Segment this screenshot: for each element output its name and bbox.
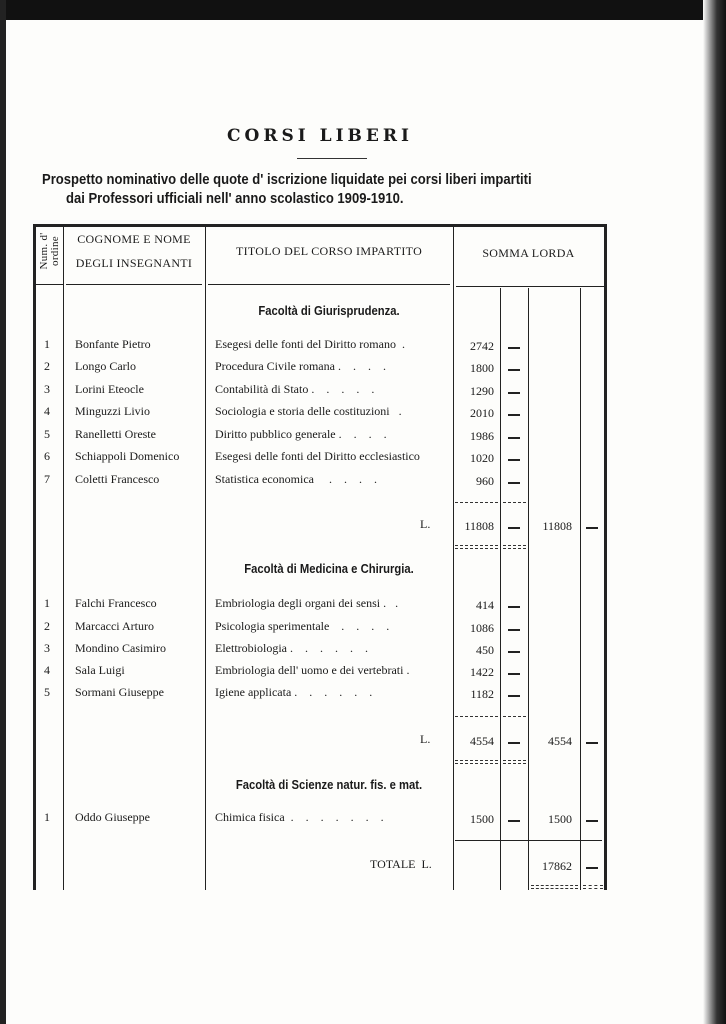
cents-dash-icon [508,392,520,394]
teacher-name: Bonfante Pietro [75,337,151,351]
course-title: Elettrobiologia . . . . . . [215,641,368,655]
grand-total-label: TOTALE L. [370,857,432,871]
total-rule [455,840,602,841]
subtotal-rule [455,502,498,503]
header-rule [208,284,450,285]
row-number: 1 [44,596,50,610]
cents-dash-icon [508,673,520,675]
teacher-name: Ranelletti Oreste [75,427,156,441]
course-title: Diritto pubblico generale . . . . [215,427,387,441]
total-label: L. [420,732,431,746]
subtitle-line-1: Prospetto nominativo delle quote d' iscrizione liquidate pei corsi liberi impartiti [42,172,532,188]
cents-dash-icon [508,414,520,416]
cents-dash-icon [508,347,520,349]
row-number: 2 [44,619,50,633]
course-title: Esegesi delle fonti del Diritto ecclesiastico [215,449,420,463]
course-title: Embriologia degli organi dei sensi . . [215,596,399,610]
subtotal-rule [455,716,498,717]
cents-dash-icon [508,606,520,608]
header-course: TITOLO DEL CORSO IMPARTITO [235,244,423,258]
amount: 2742 [470,339,494,353]
course-title: Contabilità di Stato . . . . . [215,382,375,396]
amount: 1986 [470,429,494,443]
table-top-border [33,224,607,227]
amount: 1800 [470,361,494,375]
subtotal-rule [503,502,526,503]
teacher-name: Schiappoli Domenico [75,449,180,463]
row-number: 5 [44,427,50,441]
cents-dash-icon [508,369,520,371]
col-divider [453,224,454,890]
col-divider [500,288,501,890]
amount: 450 [476,643,494,657]
col-divider [205,224,206,890]
row-number: 6 [44,449,50,463]
amount: 1086 [470,621,494,635]
cents-dash-icon [508,742,520,744]
cents-dash-icon [586,867,598,869]
header-num: Num. d' ordine [38,232,61,270]
col-divider [580,288,581,890]
cents-dash-icon [586,820,598,822]
cents-dash-icon [508,695,520,697]
amount: 414 [476,598,494,612]
teacher-name: Falchi Francesco [75,596,157,610]
subtotal-amount: 11808 [464,519,494,533]
row-number: 2 [44,359,50,373]
total-amount: 1500 [548,812,572,826]
teacher-name: Minguzzi Livio [75,404,150,418]
grand-total: 17862 [542,859,572,873]
row-number: 3 [44,382,50,396]
header-name-line-1: COGNOME E NOME [77,232,191,246]
header-name-line-2: DEGLI INSEGNANTI [75,256,193,270]
row-number: 4 [44,404,50,418]
page-title: CORSI LIBERI [227,126,413,146]
amount: 2010 [470,406,494,420]
course-title: Chimica fisica . . . . . . . [215,810,384,824]
teacher-name: Marcacci Arturo [75,619,154,633]
teacher-name: Mondino Casimiro [75,641,167,655]
row-number: 1 [44,810,50,824]
cents-dash-icon [508,820,520,822]
subtitle-line-2: dai Professori ufficiali nell' anno scolastico 1909-1910. [66,191,404,207]
course-title: Statistica economica . . . . [215,472,377,486]
cents-dash-icon [508,527,520,529]
header-rule [36,284,63,285]
amount: 1020 [470,451,494,465]
cents-dash-icon [508,629,520,631]
cents-dash-icon [586,742,598,744]
cents-dash-icon [508,482,520,484]
amount: 1290 [470,384,494,398]
header-sum: SOMMA LORDA [482,246,575,260]
course-title: Sociologia e storia delle costituzioni . [215,404,402,418]
amount: 1182 [470,687,494,701]
amount: 1500 [470,812,494,826]
amount: 1422 [470,665,494,679]
course-title: Esegesi delle fonti del Diritto romano . [215,337,405,351]
header-rule [66,284,202,285]
faculty-heading: Facoltà di Giurisprudenza. [258,304,400,318]
row-number: 4 [44,663,50,677]
teacher-name: Oddo Giuseppe [75,810,150,824]
row-number: 7 [44,472,50,486]
course-title: Embriologia dell' uomo e dei vertebrati . [215,663,410,677]
teacher-name: Longo Carlo [75,359,136,373]
double-rule [583,885,603,889]
section-total: 4554 [548,734,572,748]
teacher-name: Sormani Giuseppe [75,685,164,699]
table-left-border [33,224,36,890]
cents-dash-icon [508,651,520,653]
cents-dash-icon [508,437,520,439]
double-rule [503,760,526,764]
col-divider [63,224,64,890]
row-number: 5 [44,685,50,699]
section-total: 11808 [542,519,572,533]
header-rule [456,286,604,287]
cents-dash-icon [586,527,598,529]
row-number: 3 [44,641,50,655]
subtotal-rule [503,716,526,717]
faculty-heading: Facoltà di Medicina e Chirurgia. [244,562,414,576]
teacher-name: Coletti Francesco [75,472,160,486]
total-label: L. [420,517,431,531]
amount: 960 [476,474,494,488]
row-number: 1 [44,337,50,351]
course-title: Procedura Civile romana . . . . [215,359,386,373]
teacher-name: Sala Luigi [75,663,125,677]
table-right-border [604,224,607,890]
double-rule [455,760,498,764]
col-divider [528,288,529,890]
course-title: Psicologia sperimentale . . . . [215,619,390,633]
faculty-heading: Facoltà di Scienze natur. fis. e mat. [235,778,423,792]
cents-dash-icon [508,459,520,461]
double-rule [531,885,578,889]
subtotal-amount: 4554 [470,734,494,748]
double-rule [503,545,526,549]
teacher-name: Lorini Eteocle [75,382,144,396]
course-title: Igiene applicata . . . . . . [215,685,373,699]
double-rule [455,545,498,549]
